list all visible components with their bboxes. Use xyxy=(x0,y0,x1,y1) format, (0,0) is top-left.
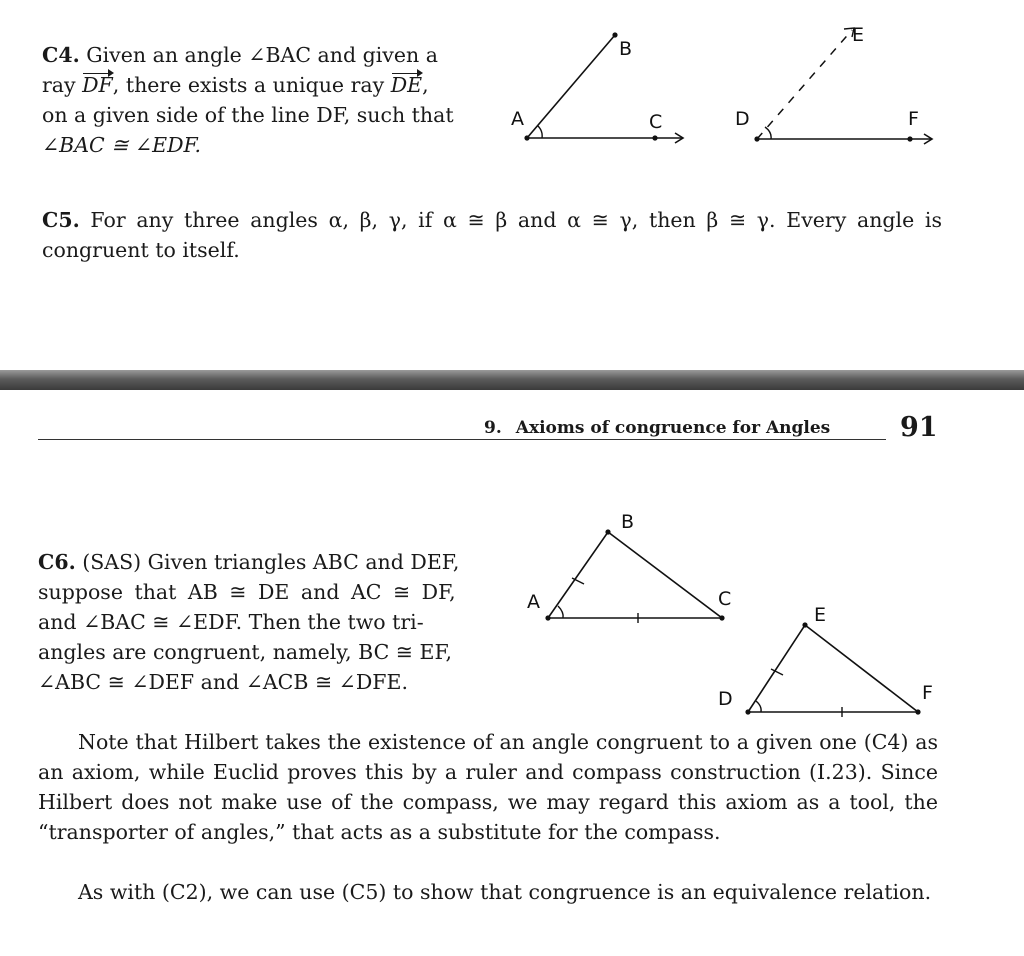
label-b: B xyxy=(621,511,635,533)
section-number: 9. xyxy=(484,418,502,438)
axiom-c5 xyxy=(42,205,942,265)
point-c xyxy=(652,135,657,140)
point-f xyxy=(907,136,912,141)
c6-line4: angles are congruent, namely, BC ≅ EF, xyxy=(38,640,452,664)
label-c: C xyxy=(649,111,663,133)
c6-line2: suppose that AB ≅ DE and AC ≅ DF, xyxy=(38,580,456,604)
point-d xyxy=(754,136,759,141)
label-e: E xyxy=(852,24,865,46)
c6-line5: ∠ABC ≅ ∠DEF and ∠ACB ≅ ∠DFE. xyxy=(38,670,408,694)
figure-triangle-def xyxy=(710,595,950,720)
label-f: F xyxy=(908,108,919,130)
label-e: E xyxy=(814,604,827,626)
c4-label: C4. xyxy=(42,43,80,67)
point-b xyxy=(612,32,617,37)
section-title: Axioms of congruence for Angles xyxy=(515,418,831,438)
page-number: 91 xyxy=(900,412,938,443)
top-page xyxy=(0,0,1024,370)
header-rule xyxy=(38,439,886,440)
note-paragraph-1: Note that Hilbert takes the existence of an angle congruent to a given one (C4) as an axiom, while Euclid proves this by a ruler and compass construction (I.23). Since Hilbert does not make use of the compass, we may regard this axiom as a tool, the “transporter of angles,” that acts as a substitute for the compass. xyxy=(38,730,938,844)
point-b xyxy=(605,529,610,534)
c4-line3: on a given side of the line DF, such that xyxy=(42,103,454,127)
point-d xyxy=(745,709,750,714)
c5-text: For any three angles α, β, γ, if α ≅ β and α ≅ γ, then β ≅ γ. Every angle is congruent to itself. xyxy=(42,208,942,262)
ray-ab xyxy=(527,35,615,138)
label-a: A xyxy=(511,108,524,130)
label-a: A xyxy=(527,591,540,613)
point-a xyxy=(545,615,550,620)
figure-angle-edf xyxy=(730,15,950,160)
label-d: D xyxy=(735,108,750,130)
angle-arc xyxy=(765,127,771,139)
c6-label: C6. xyxy=(38,550,76,574)
triangle-abc xyxy=(548,532,722,618)
figure-angle-bac xyxy=(505,25,705,160)
c4-line2-pre: ray xyxy=(42,73,83,97)
c5-label: C5. xyxy=(42,208,80,232)
note-paragraph-2: As with (C2), we can use (C5) to show that congruence is an equivalence relation. xyxy=(78,880,932,904)
label-b: B xyxy=(619,38,633,60)
bottom-page xyxy=(0,390,1024,956)
angle-arc xyxy=(558,606,563,618)
angle-arc xyxy=(538,126,542,138)
ray-de-dashed xyxy=(757,30,852,139)
axiom-c6 xyxy=(38,547,508,697)
label-c: C xyxy=(718,588,732,610)
point-f xyxy=(915,709,920,714)
point-a xyxy=(524,135,529,140)
c4-line2-mid: , there exists a unique ray xyxy=(112,73,391,97)
label-f: F xyxy=(922,682,933,704)
triangle-def xyxy=(748,625,918,712)
axiom-c4 xyxy=(42,40,502,160)
c4-line1: Given an angle ∠BAC and given a xyxy=(86,43,438,67)
point-e xyxy=(802,622,807,627)
angle-arc xyxy=(756,701,761,712)
c4-line2-post: , xyxy=(422,73,429,97)
ray-df: DF xyxy=(82,70,113,100)
page-divider xyxy=(0,370,1024,390)
c4-line4: ∠BAC ≅ ∠EDF. xyxy=(42,133,202,157)
c6-line1: (SAS) Given triangles ABC and DEF, xyxy=(82,550,460,574)
c6-line3: and ∠BAC ≅ ∠EDF. Then the two tri- xyxy=(38,610,424,634)
ray-de: DE xyxy=(391,70,422,100)
label-d: D xyxy=(718,688,733,710)
running-header xyxy=(484,418,830,438)
